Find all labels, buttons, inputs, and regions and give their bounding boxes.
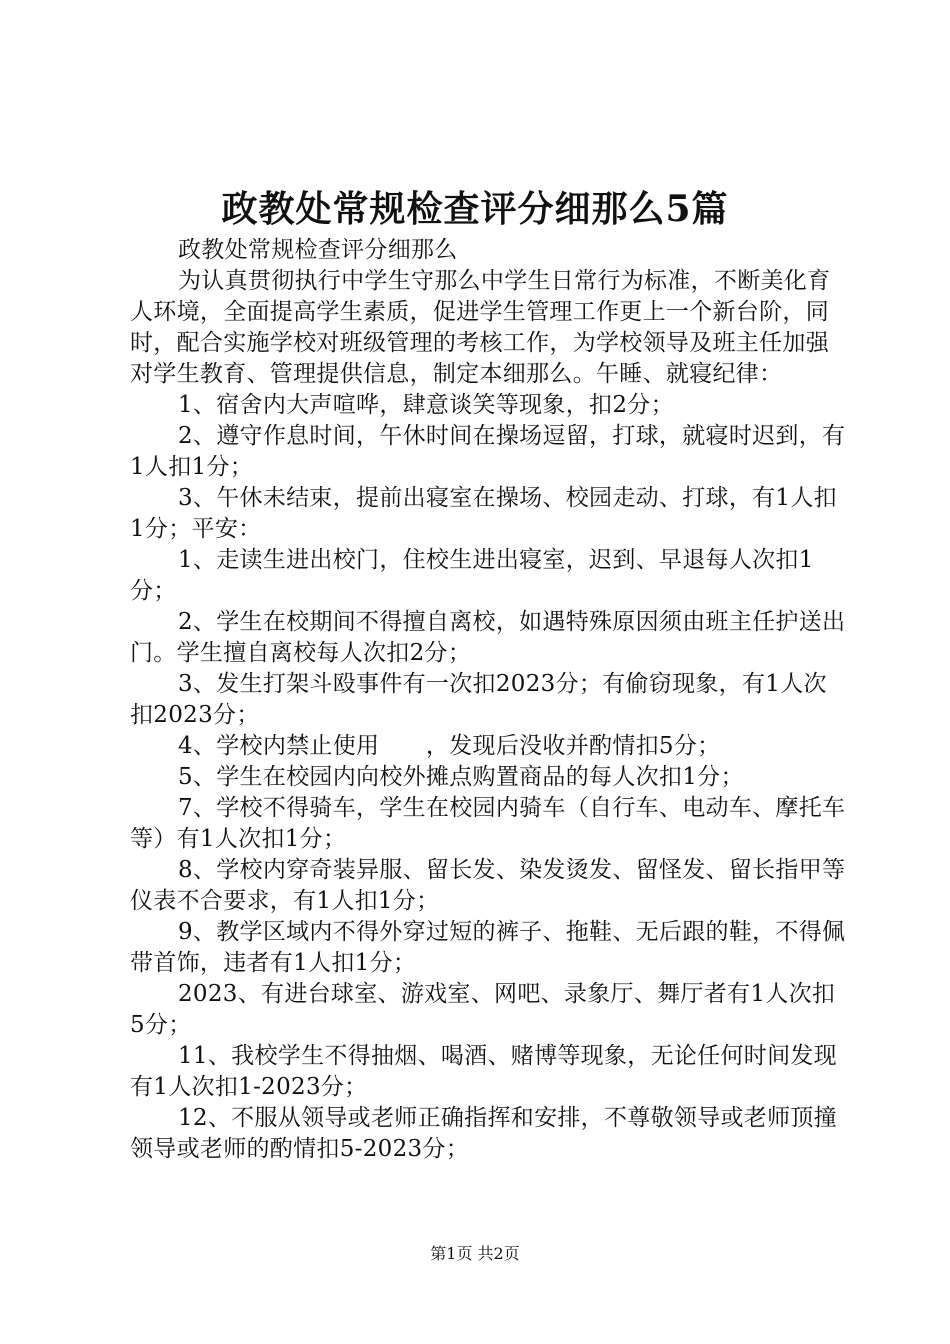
- paragraph: 1、宿舍内大声喧哗，肆意谈笑等现象，扣2分；: [178, 392, 674, 418]
- paragraph: 4、学校内禁止使用 ，发现后没收并酌情扣5分；: [178, 733, 721, 759]
- paragraph: 12、不服从领导或老师正确指挥和安排，不尊敬领导或老师顶撞领导或老师的酌情扣5-2023分；: [130, 1105, 837, 1162]
- paragraph: 8、学校内穿奇装异服、留长发、染发烫发、留怪发、留长指甲等仪表不合要求，有1人扣1分；: [130, 857, 846, 914]
- document-body: [130, 235, 850, 1165]
- paragraph: 3、午休未结束，提前出寝室在操场、校园走动、打球，有1人扣1分；平安：: [130, 485, 837, 542]
- paragraph: 11、我校学生不得抽烟、喝酒、赌博等现象，无论任何时间发现有1人次扣1-2023分；: [130, 1043, 837, 1100]
- paragraph: 1、走读生进出校门，住校生进出寝室，迟到、早退每人次扣1分；: [130, 547, 814, 604]
- page-footer: 第1页 共2页: [430, 1244, 520, 1263]
- paragraph: 政教处常规检查评分细那么: [178, 237, 458, 263]
- paragraph: 2、遵守作息时间，午休时间在操场逗留，打球，就寝时迟到，有1人扣1分；: [130, 423, 846, 480]
- paragraph: 7、学校不得骑车，学生在校园内骑车（自行车、电动车、摩托车等）有1人次扣1分；: [130, 795, 846, 852]
- paragraph: 2023、有进台球室、游戏室、网吧、录象厅、舞厅者有1人次扣5分；: [130, 981, 836, 1038]
- paragraph: 9、教学区域内不得外穿过短的裤子、拖鞋、无后跟的鞋，不得佩带首饰，违者有1人扣1分；: [130, 919, 846, 976]
- paragraph: 3、发生打架斗殴事件有一次扣2023分；有偷窃现象，有1人次扣2023分；: [130, 671, 827, 728]
- paragraph: 2、学生在校期间不得擅自离校，如遇特殊原因须由班主任护送出门。学生擅自离校每人次扣2分；: [130, 609, 846, 666]
- paragraph: 为认真贯彻执行中学生守那么中学生日常行为标准，不断美化育人环境，全面提高学生素质，促进学生管理工作更上一个新台阶，同时，配合实施学校对班级管理的考核工作，为学校领导及班主任加强对学生教育、管理提供信息，制定本细那么。午睡、就寝纪律：: [130, 268, 831, 387]
- document-title: 政教处常规检查评分细那么5篇: [221, 188, 729, 230]
- paragraph: 5、学生在校园内向校外摊点购置商品的每人次扣1分；: [178, 764, 744, 790]
